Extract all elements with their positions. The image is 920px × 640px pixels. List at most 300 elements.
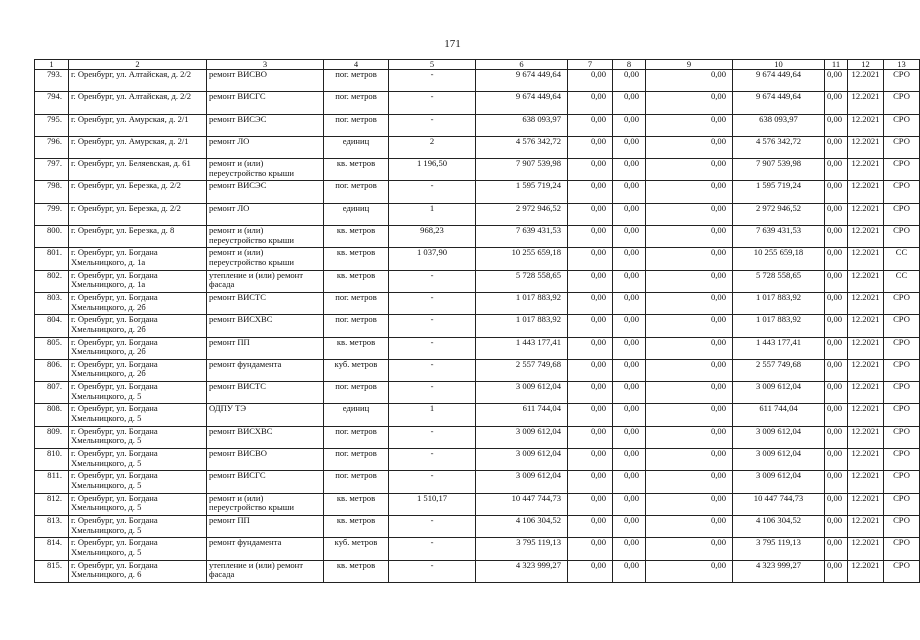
work-type-cell: ремонт ЛО <box>207 203 324 225</box>
total-cost-cell: 3 009 612,04 <box>476 426 568 448</box>
row-number: 796. <box>35 136 69 158</box>
other-cell: 0,00 <box>646 404 733 426</box>
fund-cell: 0,00 <box>568 404 613 426</box>
fund-cell: 0,00 <box>568 382 613 404</box>
work-type-cell: ремонт фундамента <box>207 538 324 560</box>
other-cell: 0,00 <box>646 136 733 158</box>
quantity-cell: - <box>389 70 476 92</box>
address-cell: г. Оренбург, ул. Богдана Хмельницкого, д. 2б <box>69 292 207 314</box>
row-number: 813. <box>35 515 69 537</box>
quantity-cell: - <box>389 560 476 582</box>
owners-funds-cell: 5 728 558,65 <box>733 270 825 292</box>
extra-cell: 0,00 <box>825 337 848 359</box>
method-cell: СРО <box>884 382 920 404</box>
other-cell: 0,00 <box>646 337 733 359</box>
fund-cell: 0,00 <box>568 70 613 92</box>
row-number: 805. <box>35 337 69 359</box>
work-type-cell: ремонт ПП <box>207 515 324 537</box>
owners-funds-cell: 3 009 612,04 <box>733 449 825 471</box>
fund-cell: 0,00 <box>568 560 613 582</box>
fund-cell: 0,00 <box>568 471 613 493</box>
quantity-cell: 1 <box>389 203 476 225</box>
column-header: 12 <box>848 60 884 70</box>
total-cost-cell: 4 323 999,27 <box>476 560 568 582</box>
work-type-cell: ремонт ВИСХВС <box>207 315 324 337</box>
other-cell: 0,00 <box>646 426 733 448</box>
address-cell: г. Оренбург, ул. Алтайская, д. 2/2 <box>69 92 207 114</box>
table-row <box>35 203 920 225</box>
quantity-cell: - <box>389 92 476 114</box>
row-number: 799. <box>35 203 69 225</box>
total-cost-cell: 10 447 744,73 <box>476 493 568 515</box>
deadline-cell: 12.2021 <box>848 159 884 181</box>
quantity-cell: 1 <box>389 404 476 426</box>
budget-cell: 0,00 <box>613 359 646 381</box>
row-number: 814. <box>35 538 69 560</box>
other-cell: 0,00 <box>646 248 733 270</box>
other-cell: 0,00 <box>646 292 733 314</box>
extra-cell: 0,00 <box>825 270 848 292</box>
table-row <box>35 92 920 114</box>
deadline-cell: 12.2021 <box>848 292 884 314</box>
extra-cell: 0,00 <box>825 136 848 158</box>
method-cell: СРО <box>884 315 920 337</box>
fund-cell: 0,00 <box>568 181 613 203</box>
row-number: 809. <box>35 426 69 448</box>
table-row <box>35 359 920 381</box>
page-number: 171 <box>444 38 461 50</box>
owners-funds-cell: 10 447 744,73 <box>733 493 825 515</box>
total-cost-cell: 3 009 612,04 <box>476 471 568 493</box>
deadline-cell: 12.2021 <box>848 359 884 381</box>
table-row <box>35 560 920 582</box>
row-number: 806. <box>35 359 69 381</box>
quantity-cell: 1 196,50 <box>389 159 476 181</box>
method-cell: СРО <box>884 70 920 92</box>
work-type-cell: ремонт ВИСЭС <box>207 114 324 136</box>
total-cost-cell: 1 443 177,41 <box>476 337 568 359</box>
quantity-cell: 1 037,90 <box>389 248 476 270</box>
owners-funds-cell: 4 106 304,52 <box>733 515 825 537</box>
owners-funds-cell: 9 674 449,64 <box>733 92 825 114</box>
unit-cell: пог. метров <box>324 315 389 337</box>
budget-cell: 0,00 <box>613 181 646 203</box>
budget-cell: 0,00 <box>613 114 646 136</box>
fund-cell: 0,00 <box>568 226 613 248</box>
row-number: 807. <box>35 382 69 404</box>
other-cell: 0,00 <box>646 449 733 471</box>
work-type-cell: утепление и (или) ремонт фасада <box>207 560 324 582</box>
work-type-cell: ремонт ВИСГС <box>207 92 324 114</box>
other-cell: 0,00 <box>646 114 733 136</box>
column-header: 6 <box>476 60 568 70</box>
total-cost-cell: 2 972 946,52 <box>476 203 568 225</box>
fund-cell: 0,00 <box>568 92 613 114</box>
address-cell: г. Оренбург, ул. Богдана Хмельницкого, д. 2б <box>69 359 207 381</box>
unit-cell: пог. метров <box>324 92 389 114</box>
method-cell: СРО <box>884 337 920 359</box>
method-cell: СРО <box>884 292 920 314</box>
extra-cell: 0,00 <box>825 226 848 248</box>
method-cell: СРО <box>884 493 920 515</box>
table-row <box>35 538 920 560</box>
total-cost-cell: 4 576 342,72 <box>476 136 568 158</box>
method-cell: СРО <box>884 515 920 537</box>
method-cell: СРО <box>884 181 920 203</box>
unit-cell: пог. метров <box>324 471 389 493</box>
total-cost-cell: 9 674 449,64 <box>476 70 568 92</box>
fund-cell: 0,00 <box>568 515 613 537</box>
address-cell: г. Оренбург, ул. Амурская, д. 2/1 <box>69 136 207 158</box>
method-cell: СРО <box>884 114 920 136</box>
unit-cell: кв. метров <box>324 515 389 537</box>
quantity-cell: 2 <box>389 136 476 158</box>
budget-cell: 0,00 <box>613 382 646 404</box>
quantity-cell: - <box>389 538 476 560</box>
other-cell: 0,00 <box>646 382 733 404</box>
row-number: 803. <box>35 292 69 314</box>
address-cell: г. Оренбург, ул. Богдана Хмельницкого, д. 5 <box>69 493 207 515</box>
deadline-cell: 12.2021 <box>848 226 884 248</box>
address-cell: г. Оренбург, ул. Беляевская, д. 61 <box>69 159 207 181</box>
owners-funds-cell: 7 907 539,98 <box>733 159 825 181</box>
work-type-cell: ремонт ВИСВО <box>207 449 324 471</box>
deadline-cell: 12.2021 <box>848 471 884 493</box>
table-row <box>35 270 920 292</box>
extra-cell: 0,00 <box>825 493 848 515</box>
fund-cell: 0,00 <box>568 114 613 136</box>
method-cell: СРО <box>884 560 920 582</box>
unit-cell: кв. метров <box>324 159 389 181</box>
owners-funds-cell: 7 639 431,53 <box>733 226 825 248</box>
unit-cell: пог. метров <box>324 449 389 471</box>
deadline-cell: 12.2021 <box>848 203 884 225</box>
work-type-cell: ремонт ВИСГС <box>207 471 324 493</box>
quantity-cell: - <box>389 449 476 471</box>
row-number: 802. <box>35 270 69 292</box>
owners-funds-cell: 638 093,97 <box>733 114 825 136</box>
total-cost-cell: 10 255 659,18 <box>476 248 568 270</box>
other-cell: 0,00 <box>646 560 733 582</box>
other-cell: 0,00 <box>646 270 733 292</box>
unit-cell: единиц <box>324 203 389 225</box>
quantity-cell: - <box>389 471 476 493</box>
fund-cell: 0,00 <box>568 449 613 471</box>
work-type-cell: ремонт ЛО <box>207 136 324 158</box>
extra-cell: 0,00 <box>825 538 848 560</box>
method-cell: СРО <box>884 404 920 426</box>
column-header: 2 <box>69 60 207 70</box>
quantity-cell: - <box>389 382 476 404</box>
deadline-cell: 12.2021 <box>848 515 884 537</box>
row-number: 798. <box>35 181 69 203</box>
work-type-cell: ремонт ВИСХВС <box>207 426 324 448</box>
total-cost-cell: 1 017 883,92 <box>476 292 568 314</box>
unit-cell: пог. метров <box>324 292 389 314</box>
unit-cell: пог. метров <box>324 70 389 92</box>
work-type-cell: ремонт и (или) переустройство крыши <box>207 159 324 181</box>
other-cell: 0,00 <box>646 359 733 381</box>
budget-cell: 0,00 <box>613 493 646 515</box>
table-row <box>35 248 920 270</box>
extra-cell: 0,00 <box>825 560 848 582</box>
table-row <box>35 315 920 337</box>
other-cell: 0,00 <box>646 159 733 181</box>
total-cost-cell: 7 907 539,98 <box>476 159 568 181</box>
owners-funds-cell: 2 972 946,52 <box>733 203 825 225</box>
row-number: 793. <box>35 70 69 92</box>
address-cell: г. Оренбург, ул. Амурская, д. 2/1 <box>69 114 207 136</box>
owners-funds-cell: 3 009 612,04 <box>733 471 825 493</box>
table-row <box>35 404 920 426</box>
quantity-cell: - <box>389 292 476 314</box>
fund-cell: 0,00 <box>568 337 613 359</box>
other-cell: 0,00 <box>646 203 733 225</box>
unit-cell: единиц <box>324 136 389 158</box>
unit-cell: пог. метров <box>324 382 389 404</box>
address-cell: г. Оренбург, ул. Алтайская, д. 2/2 <box>69 70 207 92</box>
row-number: 808. <box>35 404 69 426</box>
other-cell: 0,00 <box>646 92 733 114</box>
extra-cell: 0,00 <box>825 203 848 225</box>
column-header: 10 <box>733 60 825 70</box>
total-cost-cell: 5 728 558,65 <box>476 270 568 292</box>
budget-cell: 0,00 <box>613 560 646 582</box>
row-number: 804. <box>35 315 69 337</box>
unit-cell: кв. метров <box>324 493 389 515</box>
row-number: 794. <box>35 92 69 114</box>
row-number: 795. <box>35 114 69 136</box>
total-cost-cell: 1 017 883,92 <box>476 315 568 337</box>
budget-cell: 0,00 <box>613 92 646 114</box>
row-number: 797. <box>35 159 69 181</box>
row-number: 815. <box>35 560 69 582</box>
quantity-cell: 968,23 <box>389 226 476 248</box>
quantity-cell: - <box>389 270 476 292</box>
quantity-cell: - <box>389 181 476 203</box>
deadline-cell: 12.2021 <box>848 404 884 426</box>
deadline-cell: 12.2021 <box>848 315 884 337</box>
table-row <box>35 292 920 314</box>
total-cost-cell: 1 595 719,24 <box>476 181 568 203</box>
extra-cell: 0,00 <box>825 181 848 203</box>
address-cell: г. Оренбург, ул. Богдана Хмельницкого, д. 1а <box>69 270 207 292</box>
column-header: 3 <box>207 60 324 70</box>
budget-cell: 0,00 <box>613 159 646 181</box>
work-type-cell: ремонт ВИСТС <box>207 292 324 314</box>
table-row <box>35 493 920 515</box>
unit-cell: куб. метров <box>324 359 389 381</box>
unit-cell: кв. метров <box>324 226 389 248</box>
row-number: 810. <box>35 449 69 471</box>
deadline-cell: 12.2021 <box>848 382 884 404</box>
table-row <box>35 70 920 92</box>
unit-cell: кв. метров <box>324 248 389 270</box>
owners-funds-cell: 1 017 883,92 <box>733 292 825 314</box>
extra-cell: 0,00 <box>825 426 848 448</box>
extra-cell: 0,00 <box>825 92 848 114</box>
method-cell: СРО <box>884 203 920 225</box>
work-type-cell: утепление и (или) ремонт фасада <box>207 270 324 292</box>
table-row <box>35 426 920 448</box>
deadline-cell: 12.2021 <box>848 538 884 560</box>
work-type-cell: ремонт и (или) переустройство крыши <box>207 248 324 270</box>
other-cell: 0,00 <box>646 226 733 248</box>
deadline-cell: 12.2021 <box>848 426 884 448</box>
work-type-cell: ремонт и (или) переустройство крыши <box>207 493 324 515</box>
repair-table <box>34 59 920 583</box>
deadline-cell: 12.2021 <box>848 560 884 582</box>
deadline-cell: 12.2021 <box>848 248 884 270</box>
unit-cell: пог. метров <box>324 426 389 448</box>
owners-funds-cell: 9 674 449,64 <box>733 70 825 92</box>
quantity-cell: - <box>389 337 476 359</box>
fund-cell: 0,00 <box>568 315 613 337</box>
owners-funds-cell: 4 576 342,72 <box>733 136 825 158</box>
extra-cell: 0,00 <box>825 248 848 270</box>
column-header: 5 <box>389 60 476 70</box>
fund-cell: 0,00 <box>568 248 613 270</box>
table-row <box>35 382 920 404</box>
work-type-cell: ОДПУ ТЭ <box>207 404 324 426</box>
other-cell: 0,00 <box>646 515 733 537</box>
quantity-cell: - <box>389 515 476 537</box>
owners-funds-cell: 3 795 119,13 <box>733 538 825 560</box>
address-cell: г. Оренбург, ул. Богдана Хмельницкого, д. 5 <box>69 382 207 404</box>
column-header: 11 <box>825 60 848 70</box>
deadline-cell: 12.2021 <box>848 181 884 203</box>
budget-cell: 0,00 <box>613 70 646 92</box>
quantity-cell: - <box>389 359 476 381</box>
column-header: 1 <box>35 60 69 70</box>
total-cost-cell: 638 093,97 <box>476 114 568 136</box>
method-cell: СРО <box>884 359 920 381</box>
other-cell: 0,00 <box>646 538 733 560</box>
work-type-cell: ремонт ВИСТС <box>207 382 324 404</box>
budget-cell: 0,00 <box>613 449 646 471</box>
other-cell: 0,00 <box>646 315 733 337</box>
column-header: 4 <box>324 60 389 70</box>
unit-cell: пог. метров <box>324 114 389 136</box>
extra-cell: 0,00 <box>825 449 848 471</box>
fund-cell: 0,00 <box>568 136 613 158</box>
budget-cell: 0,00 <box>613 426 646 448</box>
other-cell: 0,00 <box>646 493 733 515</box>
deadline-cell: 12.2021 <box>848 449 884 471</box>
address-cell: г. Оренбург, ул. Богдана Хмельницкого, д. 2б <box>69 315 207 337</box>
method-cell: СС <box>884 248 920 270</box>
budget-cell: 0,00 <box>613 404 646 426</box>
row-number: 811. <box>35 471 69 493</box>
extra-cell: 0,00 <box>825 359 848 381</box>
owners-funds-cell: 1 017 883,92 <box>733 315 825 337</box>
work-type-cell: ремонт ПП <box>207 337 324 359</box>
quantity-cell: - <box>389 114 476 136</box>
address-cell: г. Оренбург, ул. Богдана Хмельницкого, д. 1а <box>69 248 207 270</box>
total-cost-cell: 3 009 612,04 <box>476 449 568 471</box>
budget-cell: 0,00 <box>613 270 646 292</box>
address-cell: г. Оренбург, ул. Богдана Хмельницкого, д. 5 <box>69 426 207 448</box>
extra-cell: 0,00 <box>825 315 848 337</box>
work-type-cell: ремонт и (или) переустройство крыши <box>207 226 324 248</box>
table-row <box>35 226 920 248</box>
other-cell: 0,00 <box>646 471 733 493</box>
extra-cell: 0,00 <box>825 515 848 537</box>
header-row <box>35 60 920 70</box>
total-cost-cell: 611 744,04 <box>476 404 568 426</box>
address-cell: г. Оренбург, ул. Богдана Хмельницкого, д. 5 <box>69 404 207 426</box>
owners-funds-cell: 611 744,04 <box>733 404 825 426</box>
method-cell: СРО <box>884 159 920 181</box>
budget-cell: 0,00 <box>613 538 646 560</box>
deadline-cell: 12.2021 <box>848 493 884 515</box>
other-cell: 0,00 <box>646 70 733 92</box>
address-cell: г. Оренбург, ул. Богдана Хмельницкого, д. 2б <box>69 337 207 359</box>
budget-cell: 0,00 <box>613 203 646 225</box>
address-cell: г. Оренбург, ул. Богдана Хмельницкого, д. 5 <box>69 538 207 560</box>
unit-cell: единиц <box>324 404 389 426</box>
owners-funds-cell: 4 323 999,27 <box>733 560 825 582</box>
fund-cell: 0,00 <box>568 426 613 448</box>
work-type-cell: ремонт ВИСЭС <box>207 181 324 203</box>
address-cell: г. Оренбург, ул. Богдана Хмельницкого, д. 5 <box>69 515 207 537</box>
extra-cell: 0,00 <box>825 404 848 426</box>
table-row <box>35 449 920 471</box>
budget-cell: 0,00 <box>613 226 646 248</box>
method-cell: СРО <box>884 226 920 248</box>
row-number: 801. <box>35 248 69 270</box>
total-cost-cell: 7 639 431,53 <box>476 226 568 248</box>
table-row <box>35 515 920 537</box>
unit-cell: пог. метров <box>324 181 389 203</box>
total-cost-cell: 4 106 304,52 <box>476 515 568 537</box>
row-number: 800. <box>35 226 69 248</box>
method-cell: СРО <box>884 136 920 158</box>
fund-cell: 0,00 <box>568 270 613 292</box>
extra-cell: 0,00 <box>825 382 848 404</box>
address-cell: г. Оренбург, ул. Березка, д. 2/2 <box>69 181 207 203</box>
budget-cell: 0,00 <box>613 136 646 158</box>
owners-funds-cell: 10 255 659,18 <box>733 248 825 270</box>
unit-cell: кв. метров <box>324 337 389 359</box>
table-row <box>35 471 920 493</box>
table-row <box>35 114 920 136</box>
deadline-cell: 12.2021 <box>848 270 884 292</box>
fund-cell: 0,00 <box>568 538 613 560</box>
address-cell: г. Оренбург, ул. Богдана Хмельницкого, д. 5 <box>69 471 207 493</box>
column-header: 9 <box>646 60 733 70</box>
budget-cell: 0,00 <box>613 315 646 337</box>
table-body <box>35 70 920 583</box>
method-cell: СРО <box>884 449 920 471</box>
address-cell: г. Оренбург, ул. Березка, д. 8 <box>69 226 207 248</box>
deadline-cell: 12.2021 <box>848 92 884 114</box>
method-cell: СРО <box>884 471 920 493</box>
quantity-cell: - <box>389 315 476 337</box>
unit-cell: кв. метров <box>324 560 389 582</box>
extra-cell: 0,00 <box>825 114 848 136</box>
table-row <box>35 136 920 158</box>
address-cell: г. Оренбург, ул. Богдана Хмельницкого, д. 5 <box>69 449 207 471</box>
work-type-cell: ремонт ВИСВО <box>207 70 324 92</box>
budget-cell: 0,00 <box>613 337 646 359</box>
fund-cell: 0,00 <box>568 359 613 381</box>
unit-cell: кв. метров <box>324 270 389 292</box>
owners-funds-cell: 1 595 719,24 <box>733 181 825 203</box>
deadline-cell: 12.2021 <box>848 337 884 359</box>
quantity-cell: 1 510,17 <box>389 493 476 515</box>
deadline-cell: 12.2021 <box>848 114 884 136</box>
